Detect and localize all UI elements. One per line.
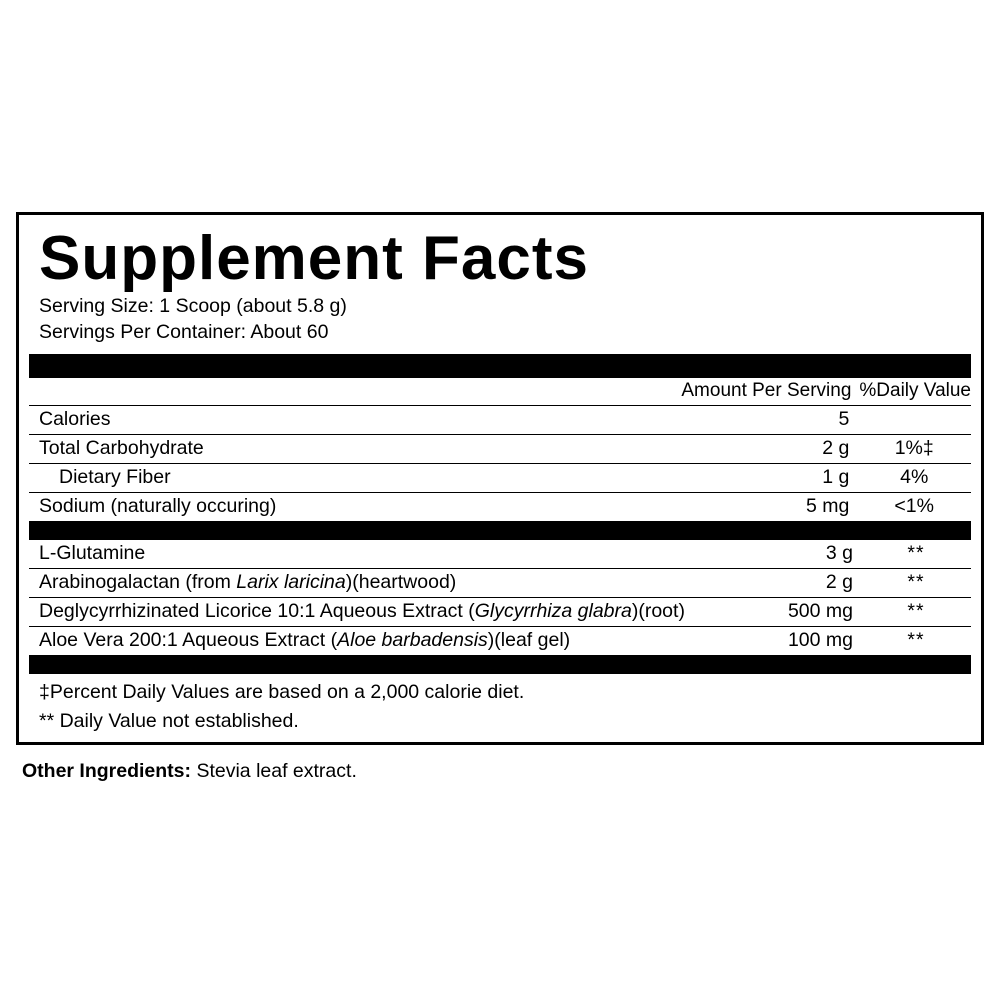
ingredient-name xyxy=(29,597,703,626)
other-ingredients xyxy=(22,760,357,783)
ingredient-latin-name: Glycyrrhiza glabra xyxy=(474,599,632,622)
ingredient-name-text: Deglycyrrhizinated Licorice 10:1 Aqueous Extract ( xyxy=(39,599,475,622)
ingredient-name-text: Arabinogalactan (from xyxy=(39,570,237,593)
divider-bottom xyxy=(29,655,971,674)
other-ingredients-value: Stevia leaf extract. xyxy=(191,760,357,782)
table-row xyxy=(29,434,971,463)
nutrient-dv xyxy=(857,405,971,434)
table-row xyxy=(29,568,971,597)
ingredient-name xyxy=(29,568,703,597)
nutrient-amount: 2 g xyxy=(681,434,857,463)
ingredient-name-text: L-Glutamine xyxy=(39,541,146,564)
header-daily-value: %Daily Value xyxy=(857,378,971,406)
supplement-facts-panel xyxy=(16,212,984,745)
footnote-daily-values: ‡Percent Daily Values are based on a 2,000 calorie diet. xyxy=(39,680,525,703)
other-ingredients-label: Other Ingredients: xyxy=(22,760,192,782)
page-title: Supplement Facts xyxy=(39,224,589,293)
ingredient-name-tail: )(root) xyxy=(631,599,685,622)
ingredient-amount: 3 g xyxy=(703,540,861,569)
nutrient-name: Dietary Fiber xyxy=(29,463,681,492)
serving-size: Serving Size: 1 Scoop (about 5.8 g) xyxy=(39,295,347,318)
ingredient-latin-name: Larix laricina xyxy=(236,570,346,593)
ingredient-dv: ** xyxy=(861,568,971,597)
nutrient-amount: 5 xyxy=(681,405,857,434)
ingredient-name-tail: )(heartwood) xyxy=(345,570,457,593)
ingredient-name xyxy=(29,626,703,655)
ingredient-name-text: Aloe Vera 200:1 Aqueous Extract ( xyxy=(39,628,338,651)
ingredient-latin-name: Aloe barbadensis xyxy=(337,628,488,651)
table-row xyxy=(29,540,971,569)
nutrient-name: Sodium (naturally occuring) xyxy=(39,494,277,517)
ingredient-dv: ** xyxy=(861,597,971,626)
table-header-row xyxy=(29,378,971,406)
ingredient-amount: 2 g xyxy=(703,568,861,597)
ingredient-name xyxy=(29,540,703,569)
header-spacer xyxy=(29,378,681,406)
table-row xyxy=(29,597,971,626)
nutrient-dv: <1% xyxy=(894,494,934,517)
table-row xyxy=(29,405,971,434)
servings-per-container: Servings Per Container: About 60 xyxy=(39,320,329,343)
header-amount-per-serving: Amount Per Serving xyxy=(681,378,857,406)
nutrition-table xyxy=(29,378,971,521)
nutrient-dv: 4% xyxy=(857,463,971,492)
nutrient-amount: 1 g xyxy=(681,463,857,492)
nutrient-name: Total Carbohydrate xyxy=(29,434,681,463)
ingredient-amount: 500 mg xyxy=(703,597,861,626)
table-row xyxy=(29,463,971,492)
ingredient-amount: 100 mg xyxy=(787,628,853,651)
ingredient-dv: ** xyxy=(907,628,925,651)
nutrient-name: Calories xyxy=(29,405,681,434)
table-row xyxy=(29,492,971,521)
ingredient-name-tail: )(leaf gel) xyxy=(487,628,571,651)
divider-mid xyxy=(29,521,971,540)
footnote-dv-not-established: ** Daily Value not established. xyxy=(39,709,299,732)
table-row xyxy=(29,626,971,655)
ingredient-dv: ** xyxy=(861,540,971,569)
nutrient-amount: 5 mg xyxy=(806,494,850,517)
divider-thick-top xyxy=(29,354,971,378)
nutrient-dv: 1%‡ xyxy=(857,434,971,463)
ingredient-table xyxy=(29,540,971,655)
